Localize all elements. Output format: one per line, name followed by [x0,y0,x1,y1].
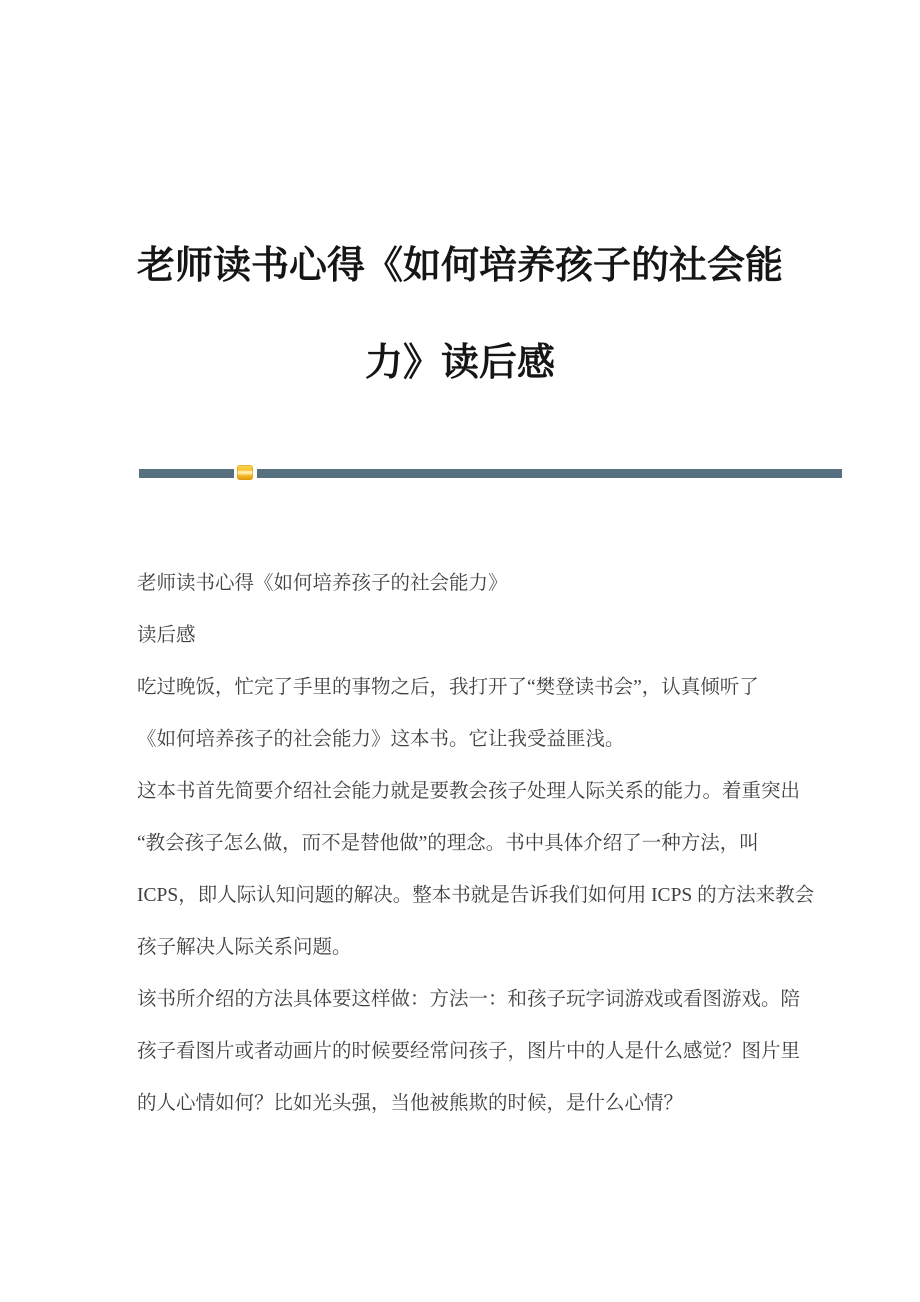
body-line: 孩子解决人际关系问题。 [137,937,352,958]
book-icon [237,465,253,480]
body-line: 老师读书心得《如何培养孩子的社会能力》 [137,573,508,594]
document-title-line-2: 力》读后感 [364,342,555,385]
body-line: 孩子看图片或者动画片的时候要经常问孩子，图片中的人是什么感觉？图片里 [137,1041,801,1062]
body-line: ICPS，即人际认知问题的解决。整本书就是告诉我们如何用 ICPS 的方法来教会 [137,885,815,906]
document-title [0,218,920,412]
body-line: 的人心情如何？比如光头强，当他被熊欺的时候，是什么心情？ [137,1093,684,1114]
divider-bar-left [139,469,234,478]
body-line: 吃过晚饭，忙完了手里的事物之后，我打开了“樊登读书会”，认真倾听了 [137,677,759,698]
section-divider [139,465,842,480]
body-line: 读后感 [137,625,196,646]
document-title-line-1: 老师读书心得《如何培养孩子的社会能 [136,245,783,288]
body-line: 该书所介绍的方法具体要这样做：方法一：和孩子玩字词游戏或看图游戏。陪 [137,989,801,1010]
divider-bar-right [257,469,842,478]
body-line: “教会孩子怎么做，而不是替他做”的理念。书中具体介绍了一种方法，叫 [137,833,759,854]
document-body [137,558,837,1130]
body-line: 这本书首先简要介绍社会能力就是要教会孩子处理人际关系的能力。着重突出 [137,781,801,802]
body-line: 《如何培养孩子的社会能力》这本书。它让我受益匪浅。 [137,729,625,750]
